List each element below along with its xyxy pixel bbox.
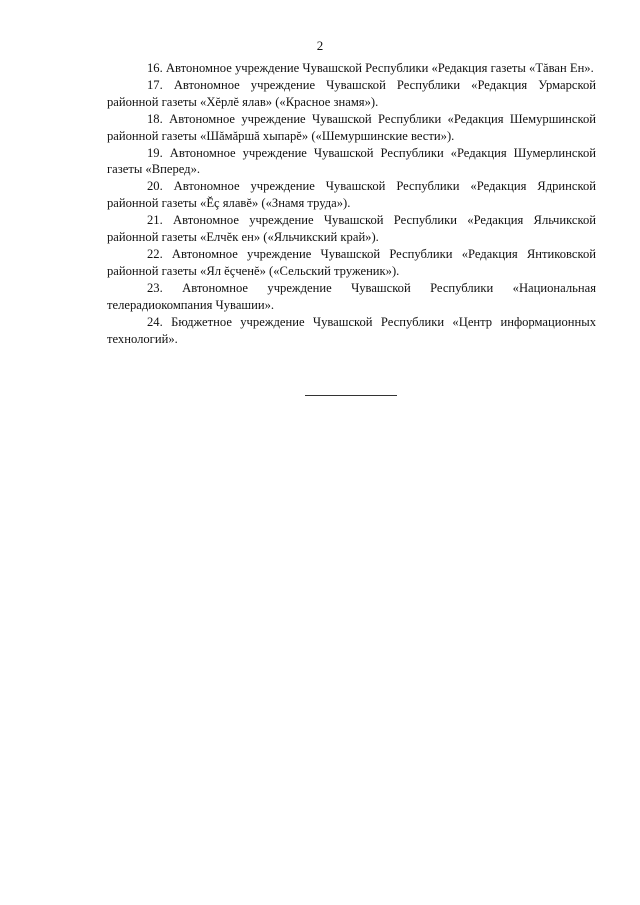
list-item-21: 21. Автономное учреждение Чувашской Республики «Редакция Яльчикской районной газеты «Елчĕк ен» («Яльчикский край»). [107, 213, 596, 245]
list-item-16: 16. Автономное учреждение Чувашской Республики «Редакция газеты «Тăван Ен». [147, 61, 594, 75]
list-item-18: 18. Автономное учреждение Чувашской Республики «Редакция Шемуршинской районной газеты «Шăмăршă хыпарĕ» («Шемуршинские вести»). [107, 111, 596, 143]
institution-list [107, 60, 596, 347]
list-item-24: 24. Бюджетное учреждение Чувашской Республики «Центр информационных технологий». [107, 314, 596, 346]
list-item-22: 22. Автономное учреждение Чувашской Республики «Редакция Янтиковской районной газеты «Ял ĕçченĕ» («Сельский труженик»). [107, 246, 596, 278]
list-item-19: 19. Автономное учреждение Чувашской Республики «Редакция Шумерлинской газеты «Вперед». [107, 145, 596, 177]
end-of-list-rule [305, 395, 397, 396]
list-item-20: 20. Автономное учреждение Чувашской Республики «Редакция Ядринской районной газеты «Ĕç ялавĕ» («Знамя труда»). [107, 179, 596, 211]
list-item-23: 23. Автономное учреждение Чувашской Республики «Национальная телерадиокомпания Чувашии». [107, 280, 596, 312]
page-number: 2 [316, 38, 324, 53]
list-item-17: 17. Автономное учреждение Чувашской Республики «Редакция Урмарской районной газеты «Хĕрлĕ ялав» («Красное знамя»). [107, 77, 596, 109]
